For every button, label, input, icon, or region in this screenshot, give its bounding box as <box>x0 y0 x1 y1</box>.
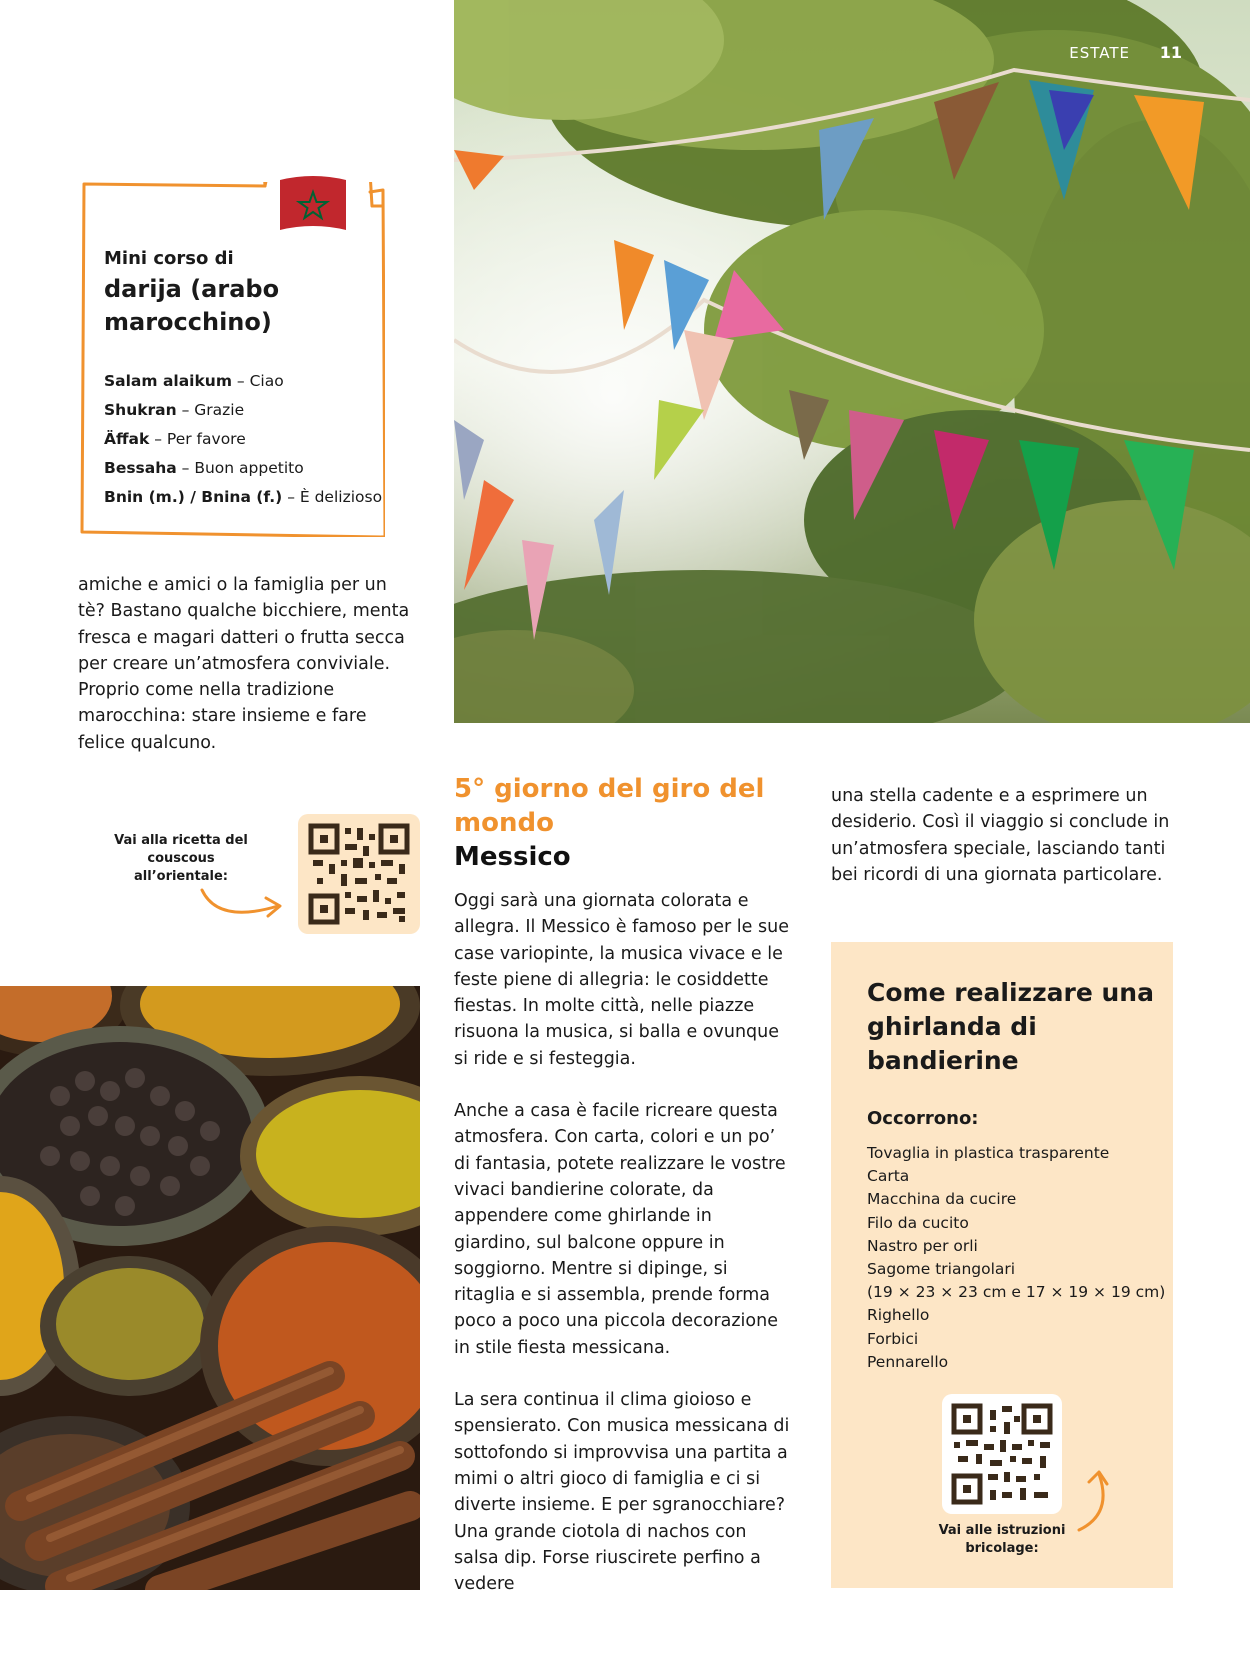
right-paragraph: una stella cadente e a esprimere un desiderio. Così il viaggio si conclude in un’atmosfera speciale, lasciando tanti bei ricordi di una giornata particolare. <box>831 786 1170 885</box>
needs-label: Occorrono: <box>867 1108 979 1129</box>
section-label: ESTATE <box>1069 44 1130 62</box>
list-item: Righello <box>867 1306 930 1325</box>
messico-heading <box>454 772 784 874</box>
garland-instructions-card <box>831 942 1173 1588</box>
paragraph: Anche a casa è facile ricreare questa atmosfera. Con carta, colori e un po’ di fantasia, potete realizzare le vostre vivaci bandierine colorate, da appendere come ghirlande in giardino, sul balcone oppure in soggiorno. Mentre si dipinge, si ritaglia e si assembla, prende forma poco a poco una piccola decorazione in stile fiesta messicana. <box>454 1101 786 1358</box>
list-item: Tovaglia in plastica trasparente <box>867 1144 1110 1162</box>
qr-code-couscous-link[interactable] <box>298 814 420 934</box>
darija-kicker: Mini corso di <box>104 248 234 269</box>
bunting-illustration <box>454 0 1250 723</box>
country-heading: Messico <box>454 842 571 872</box>
craft-title: Come realizzare una ghirlanda di bandierine <box>867 978 1154 1075</box>
list-item: Nastro per orli <box>867 1236 978 1255</box>
list-item: Pennarello <box>867 1352 949 1371</box>
qr-code-bricolage-link[interactable] <box>942 1394 1062 1514</box>
day-heading: 5° giorno del giro del mondo <box>454 774 765 838</box>
page-number: 11 <box>1159 43 1182 62</box>
phrase-item: Äffak – Per favore <box>104 430 246 448</box>
paragraph: Oggi sarà una giornata colorata e allegra. Il Messico è famoso per le sue case variopinte, la musica vivace e le feste piene di allegria: le cosiddette fiestas. In molte città, nelle piazze risuona la musica, si balla e ovunque si ride e si festeggia. <box>454 891 789 1069</box>
spices-photo <box>0 986 420 1590</box>
qr-code-icon <box>942 1394 1062 1514</box>
darija-title: darija (arabo marocchino) <box>104 275 280 336</box>
phrase-item: Salam alaikum – Ciao <box>104 372 284 390</box>
list-item: (19 × 23 × 23 cm e 17 × 19 × 19 cm) <box>867 1283 1166 1302</box>
messico-body <box>454 888 790 1623</box>
bunting-garden-photo <box>454 0 1250 723</box>
qr-caption-couscous: Vai alla ricetta del couscous all’orientale: <box>114 833 248 884</box>
qr-code-icon <box>298 814 420 934</box>
left-paragraph: amiche e amici o la famiglia per un tè? Bastano qualche bicchiere, menta fresca e magari datteri o frutta secca per creare un’atmosfera conviviale. Proprio come nella tradizione marocchina: stare insieme e fare felice qualcuno. <box>78 575 410 753</box>
list-item: Filo da cucito <box>867 1213 969 1232</box>
qr-caption-bricolage: Vai alle istruzioni bricolage: <box>938 1523 1066 1556</box>
phrase-item: Bnin (m.) / Bnina (f.) – È delizioso <box>104 488 383 506</box>
paragraph: La sera continua il clima gioioso e spensierato. Con musica messicana di sottofondo si improvvisa una partita a mimi o altri gioco di famiglia e ci si diverte insieme. E per sgranocchiare? Una grande ciotola di nachos con salsa dip. Forse riuscirete perfino a vedere <box>454 1390 790 1595</box>
materials-list <box>867 1142 1167 1374</box>
phrase-item: Bessaha – Buon appetito <box>104 459 304 477</box>
list-item: Carta <box>867 1167 910 1186</box>
list-item: Forbici <box>867 1329 919 1348</box>
list-item: Sagome triangolari <box>867 1260 1016 1279</box>
morocco-flag-icon <box>278 174 348 236</box>
phrase-item: Shukran – Grazie <box>104 401 245 419</box>
curved-arrow-icon <box>198 884 288 926</box>
list-item: Macchina da cucire <box>867 1190 1017 1209</box>
